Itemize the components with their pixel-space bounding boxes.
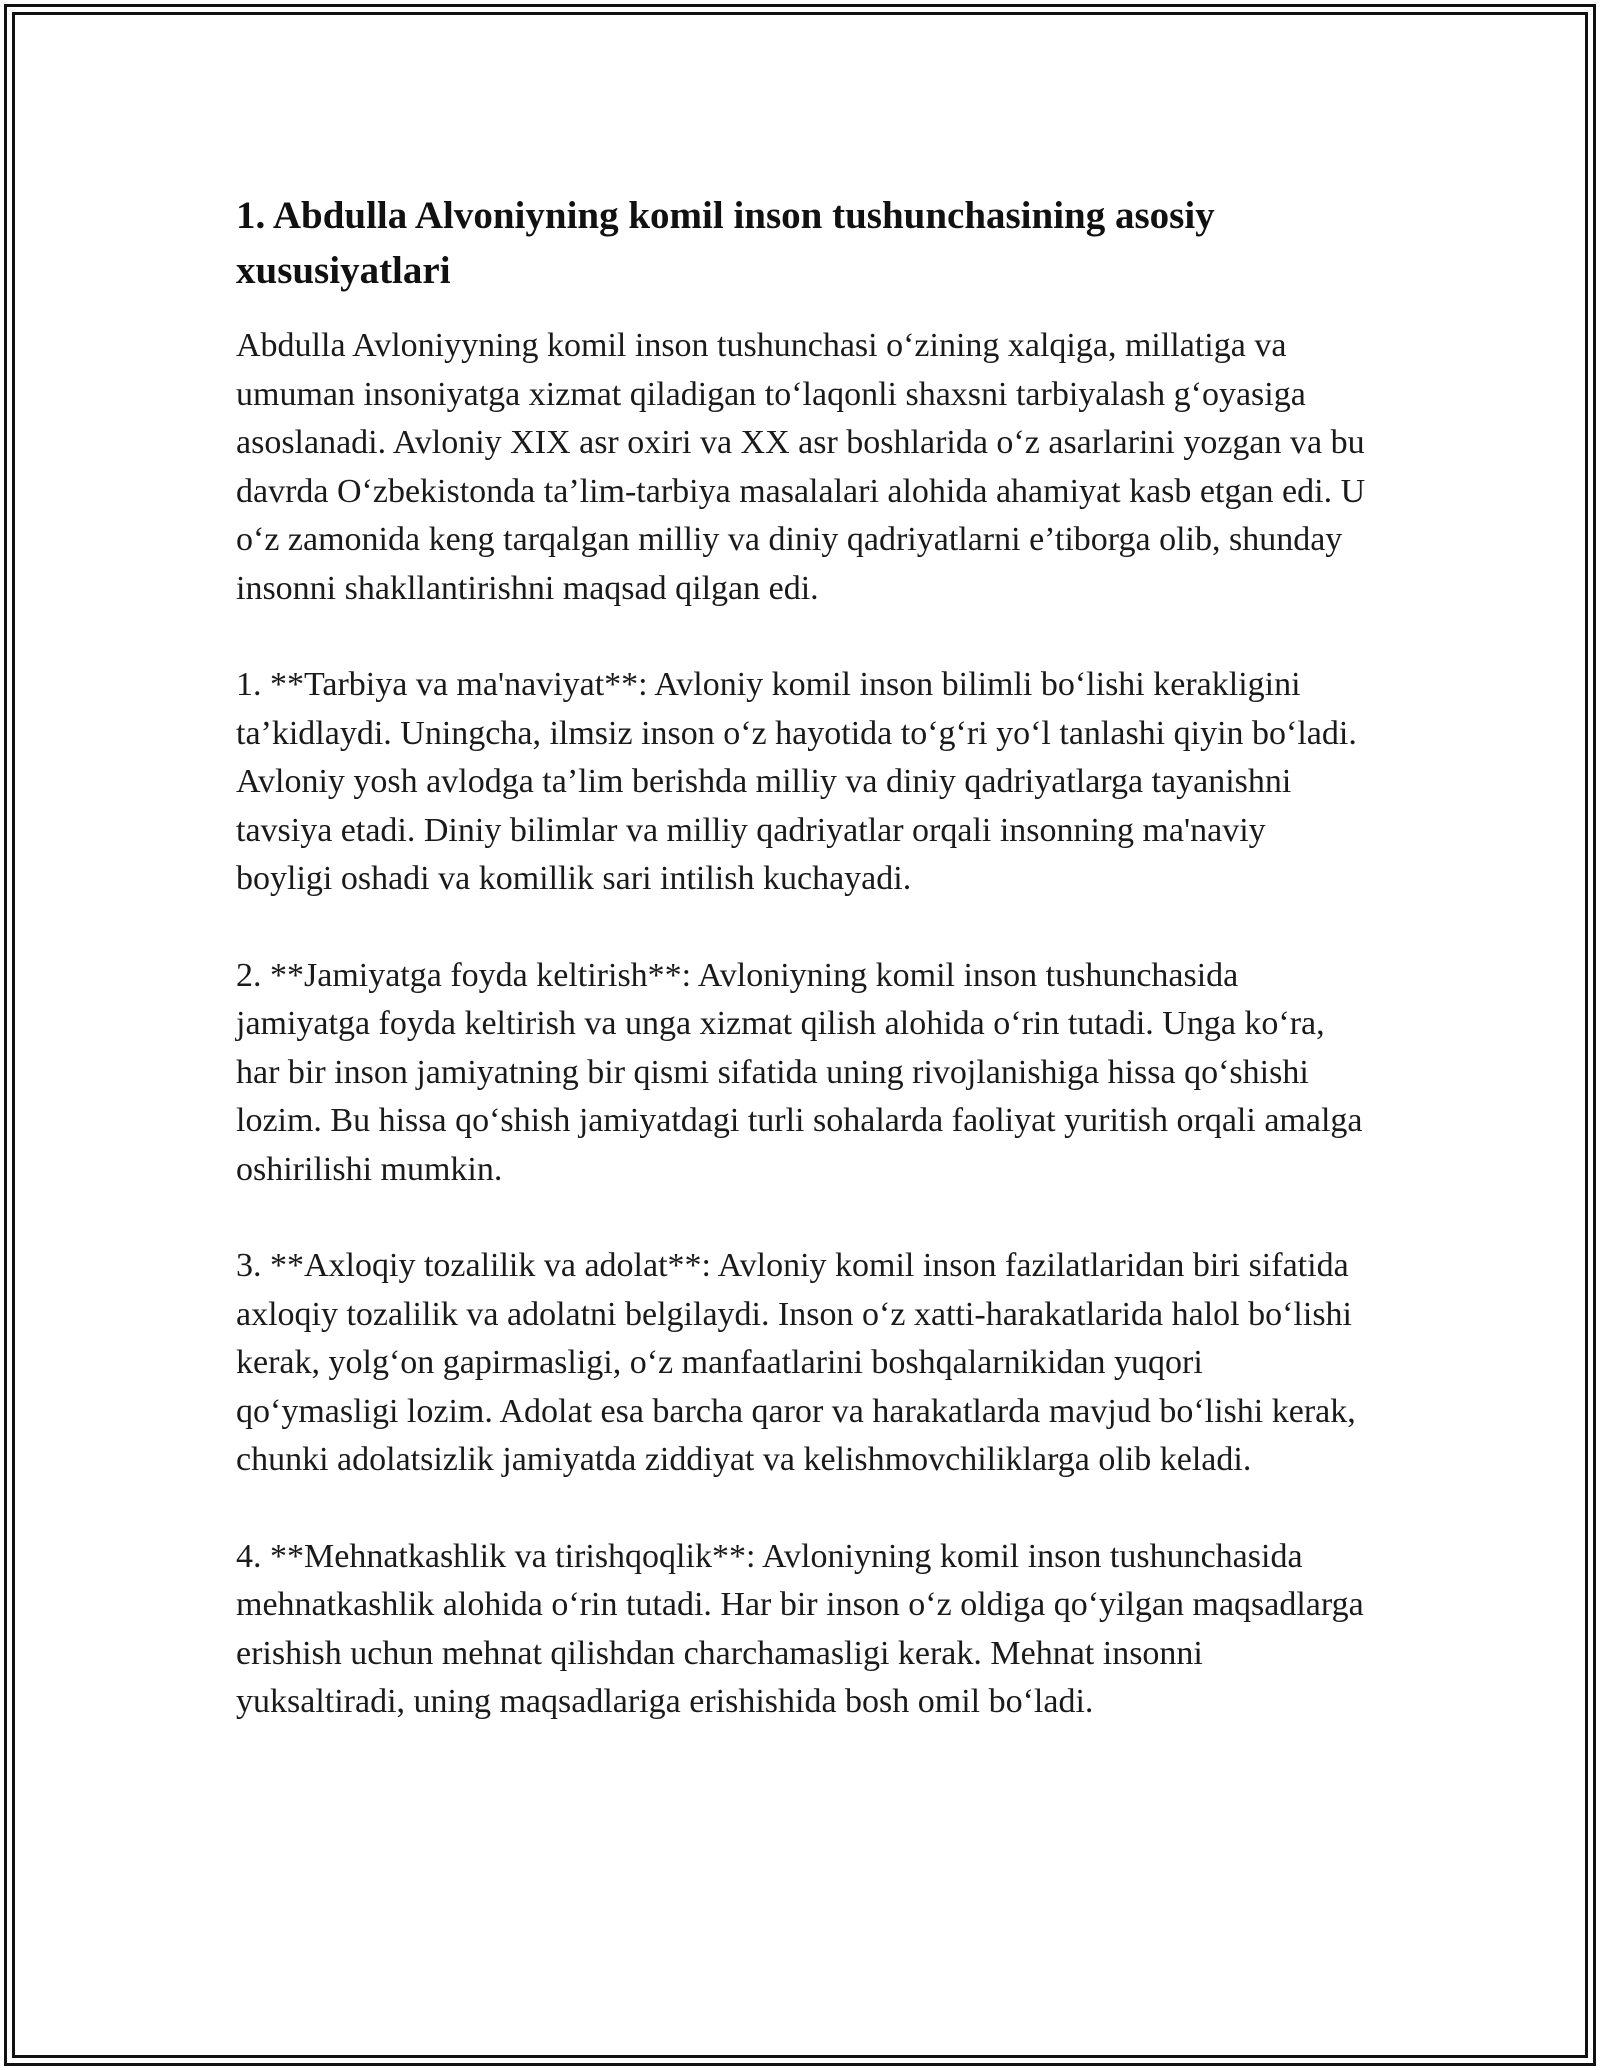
document-body <box>236 188 1366 1775</box>
point-4-paragraph: 4. **Mehnatkashlik va tirishqoqlik**: Avloniyning komil inson tushunchasida mehnatkashlik alohida o‘rin tutadi. Har bir inson o‘z oldiga qo‘yilgan maqsadlarga erishish uchun mehnat qilishdan charchamasligi kerak. Mehnat insonni yuksaltiradi, uning maqsadlariga erishishida bosh omil bo‘ladi. <box>236 1537 1364 1720</box>
point-3-paragraph: 3. **Axloqiy tozalilik va adolat**: Avloniy komil inson fazilatlaridan biri sifatida axloqiy tozalilik va adolatni belgilaydi. Inson o‘z xatti-harakatlarida halol bo‘lishi kerak, yolg‘on gapirmasligi, o‘z manfaatlarini boshqalarnikidan yuqori qo‘ymasligi lozim. Adolat esa barcha qaror va harakatlarda mavjud bo‘lishi kerak, chunki adolatsizlik jamiyatda ziddiyat va kelishmovchiliklarga olib keladi. <box>236 1247 1356 1478</box>
point-2-paragraph: 2. **Jamiyatga foyda keltirish**: Avloniyning komil inson tushunchasida jamiyatga foyda keltirish va unga xizmat qilish alohida o‘rin tutadi. Unga ko‘ra, har bir inson jamiyatning bir qismi sifatida uning rivojlanishiga hissa qo‘shishi lozim. Bu hissa qo‘shish jamiyatdagi turli sohalarda faoliyat yuritish orqali amalga oshirilishi mumkin. <box>236 956 1363 1188</box>
point-1-paragraph: 1. **Tarbiya va ma'naviyat**: Avloniy komil inson bilimli bo‘lishi kerakligini ta’kidlaydi. Uningcha, ilmsiz inson o‘z hayotida to‘g‘ri yo‘l tanlashi qiyin bo‘ladi. Avloniy yosh avlodga ta’lim berishda milliy va diniy qadriyatlarga tayanishni tavsiya etadi. Diniy bilimlar va milliy qadriyatlar orqali insonning ma'naviy boyligi oshadi va komillik sari intilish kuchayadi. <box>236 666 1357 897</box>
intro-paragraph: Abdulla Avloniyyning komil inson tushunchasi o‘zining xalqiga, millatiga va umuman insoniyatga xizmat qiladigan to‘laqonli shaxsni tarbiyalash g‘oyasiga asoslanadi. Avloniy XIX asr oxiri va XX asr boshlarida o‘z asarlarini yozgan va bu davrda O‘zbekistonda ta’lim-tarbiya masalalari alohida ahamiyat kasb etgan edi. U o‘z zamonida keng tarqalgan milliy va diniy qadriyatlarni e’tiborga olib, shunday insonni shakllantirishni maqsad qilgan edi. <box>236 327 1366 607</box>
section-heading: 1. Abdulla Alvoniyning komil inson tushunchasining asosiy xususiyatlari <box>236 194 1215 292</box>
